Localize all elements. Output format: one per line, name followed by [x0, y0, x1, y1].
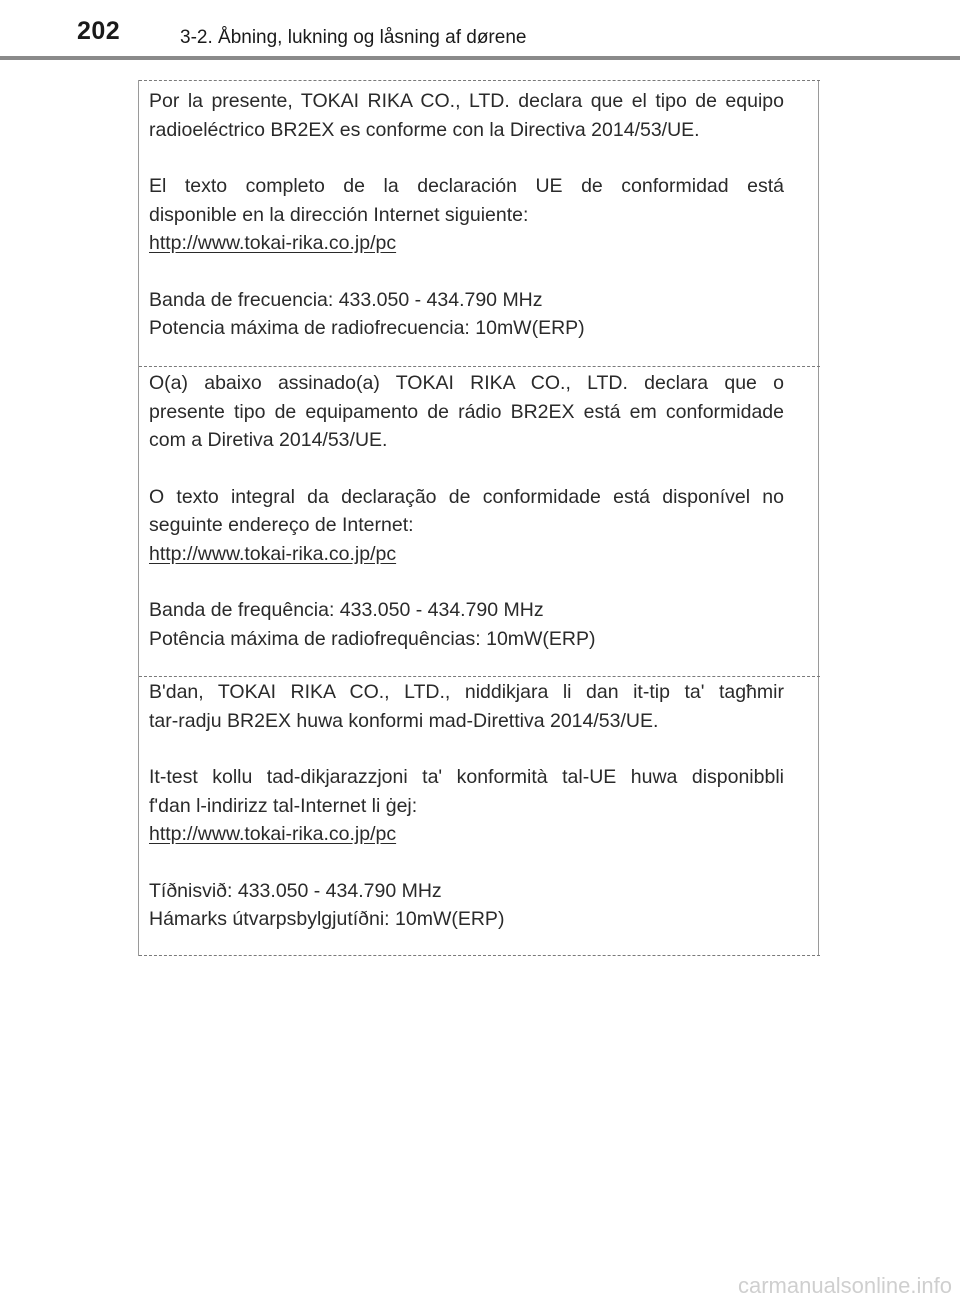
text-line: B'dan, TOKAI RIKA CO., LTD., niddikjara li dan it-tip ta' tagħmir — [149, 681, 784, 703]
text-line: Banda de frequência: 433.050 - 434.790 MHz — [149, 599, 544, 621]
divider-2 — [139, 676, 820, 677]
declaration-link[interactable]: http://www.tokai-rika.co.jp/pc — [149, 823, 397, 845]
text-line: Potência máxima de radiofrequências: 10mW(ERP) — [149, 627, 596, 650]
text-line: Banda de frecuencia: 433.050 - 434.790 MHz — [149, 288, 543, 311]
declaration-link[interactable]: http://www.tokai-rika.co.jp/pc — [149, 232, 397, 254]
header-rule — [0, 56, 960, 60]
text-line: It-test kollu tad-dikjarazzjoni ta' konformità tal-UE huwa disponibbli — [149, 766, 784, 788]
text-line: O(a) abaixo assinado(a) TOKAI RIKA CO., LTD. declara que o — [149, 372, 784, 394]
text-line: Hámarks útvarpsbylgjutíðni: 10mW(ERP) — [149, 908, 505, 930]
divider-bottom — [139, 955, 820, 956]
page-header — [0, 0, 960, 62]
declaration-link[interactable]: http://www.tokai-rika.co.jp/pc — [149, 542, 397, 565]
text-line: Potencia máxima de radiofrecuencia: 10mW(ERP) — [149, 317, 585, 339]
declaration-spanish — [149, 87, 784, 343]
text-line: com a Diretiva 2014/53/UE. — [149, 429, 388, 451]
text-line: Tíðnisvið: 433.050 - 434.790 MHz — [149, 879, 442, 902]
page-number: 202 — [77, 17, 121, 45]
declaration-maltese — [149, 678, 784, 934]
text-line: seguinte endereço de Internet: — [149, 514, 414, 536]
text-line: O texto integral da declaração de conformidade está disponível no — [149, 485, 784, 508]
watermark: carmanualsonline.info — [737, 1273, 952, 1298]
text-line: El texto completo de la declaración UE de conformidad está — [149, 175, 784, 197]
divider-top — [139, 80, 820, 81]
text-line: radioeléctrico BR2EX es conforme con la Directiva 2014/53/UE. — [149, 118, 700, 141]
text-line: f'dan l-indirizz tal-Internet li ġej: — [149, 794, 418, 817]
declaration-box — [138, 80, 819, 956]
text-line: Por la presente, TOKAI RIKA CO., LTD. declara que el tipo de equipo — [149, 90, 784, 112]
text-line: tar-radju BR2EX huwa konformi mad-Direttiva 2014/53/UE. — [149, 709, 659, 732]
text-line: disponible en la dirección Internet siguiente: — [149, 203, 529, 226]
text-line: presente tipo de equipamento de rádio BR2EX está em conformidade — [149, 400, 784, 423]
section-title: 3-2. Åbning, lukning og låsning af dørene — [180, 27, 527, 48]
declaration-portuguese — [149, 369, 784, 653]
divider-1 — [139, 366, 820, 367]
